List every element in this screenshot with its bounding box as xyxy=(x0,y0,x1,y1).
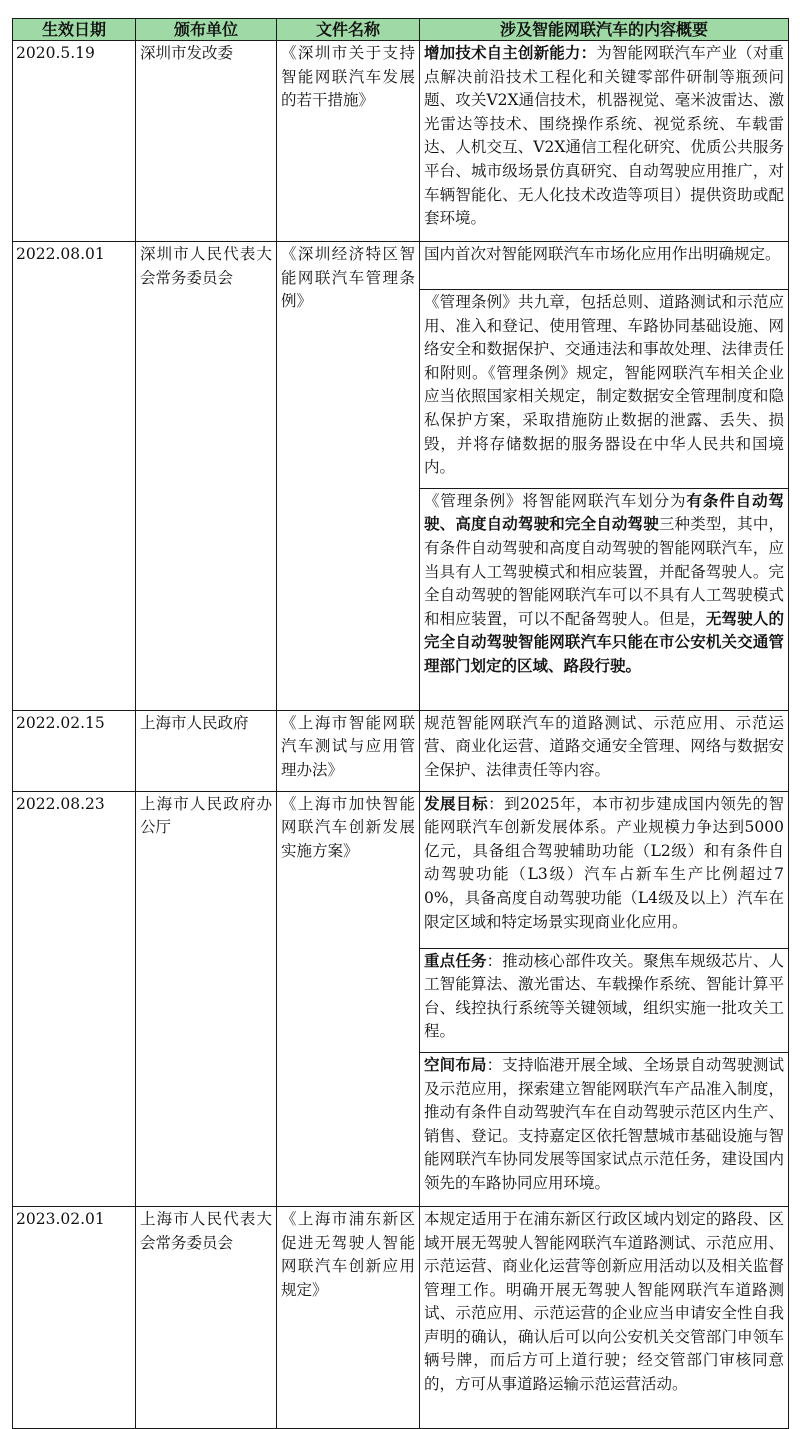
header-row xyxy=(13,19,789,41)
content-bold-lead: 空间布局 xyxy=(424,1055,487,1074)
table-row xyxy=(13,1206,789,1428)
content-text: 《管理条例》将智能网联汽车划分为 xyxy=(424,491,687,510)
policy-table xyxy=(12,18,789,1429)
content-text: ：推动核心部件攻关。聚焦车规级芯片、人工智能算法、激光雷达、车载操作系统、智能计算平台、线控执行系统等关键领域，组织实施一批攻关工程。 xyxy=(424,951,784,1041)
content-text: ：到2025年，本市初步建成国内领先的智能网联汽车创新发展体系。产业规模力争达到5000亿元，具备组合驾驶辅助功能（L2级）和有条件自动驾驶功能（L3级）汽车占新车生产比例超过70%，具备高度自动驾驶功能（L4级及以上）汽车在限定区域和特定场景实现商业化应用。 xyxy=(424,794,784,931)
content-cell xyxy=(420,41,789,242)
document-cell: 《上海市加快智能网联汽车创新发展实施方案》 xyxy=(277,791,420,1206)
content-cell xyxy=(420,791,789,948)
date-cell: 2020.5.19 xyxy=(13,41,136,242)
document-cell: 《上海市浦东新区促进无驾驶人智能网联汽车创新应用规定》 xyxy=(277,1206,420,1428)
table-row xyxy=(13,710,789,791)
issuer-cell: 深圳市发改委 xyxy=(136,41,277,242)
table-row xyxy=(13,791,789,948)
issuer-cell: 上海市人民政府 xyxy=(136,710,277,791)
content-text: 三种类型，其中，有条件自动驾驶和高度自动驾驶的智能网联汽车，应当具有人工驾驶模式和相应装置，并配备驾驶人。完全自动驾驶的智能网联汽车可以不具有人工驾驶模式和相应装置，可以不配备驾驶人。但是， xyxy=(424,515,784,628)
content-cell xyxy=(420,488,789,710)
date-cell: 2022.02.15 xyxy=(13,710,136,791)
table-header xyxy=(13,19,789,41)
header-content-summary: 涉及智能网联汽车的内容概要 xyxy=(420,19,789,41)
document-cell: 《深圳市关于支持智能网联汽车发展的若干措施》 xyxy=(277,41,420,242)
header-document-name: 文件名称 xyxy=(277,19,420,41)
content-cell xyxy=(420,1206,789,1428)
content-cell xyxy=(420,1052,789,1206)
content-bold: 无驾驶人的完全自动驾驶智能网联汽车只能在市公安机关交通管理部门划定的区域、路段行驶。 xyxy=(424,609,784,675)
content-text: 本规定适用于在浦东新区行政区域内划定的路段、区域开展无驾驶人智能网联汽车道路测试、示范应用、示范运营、商业化运营等创新应用活动以及相关监督管理工作。明确开展无驾驶人智能网联汽车道路测试、示范应用、示范运营的企业应当申请安全性自我声明的确认，确认后可以向公安机关交管部门申领车辆号牌，而后方可上道行驶；经交管部门审核同意的，方可从事道路运输示范运营活动。 xyxy=(424,1209,784,1394)
content-cell xyxy=(420,242,789,290)
content-text: 规范智能网联汽车的道路测试、示范应用、示范运营、商业化运营、道路交通安全管理、网络与数据安全保护、法律责任等内容。 xyxy=(424,713,784,779)
content-bold: 有条件自动驾驶、高度自动驾驶和完全自动驾驶 xyxy=(424,491,784,534)
header-issuer: 颁布单位 xyxy=(136,19,277,41)
content-cell xyxy=(420,948,789,1052)
issuer-cell: 深圳市人民代表大会常务委员会 xyxy=(136,242,277,711)
date-cell: 2022.08.23 xyxy=(13,791,136,1206)
content-text: ：支持临港开展全域、全场景自动驾驶测试及示范应用，探索建立智能网联汽车产品准入制度，推动有条件自动驾驶汽车在自动驾驶示范区内生产、销售、登记。支持嘉定区依托智慧城市基础设施与智能网联汽车协同发展等国家试点示范任务，建设国内领先的车路协同应用环境。 xyxy=(424,1055,784,1192)
policy-table-wrapper xyxy=(12,18,788,1429)
content-cell xyxy=(420,710,789,791)
content-text: 为智能网联汽车产业（对重点解决前沿技术工程化和关键零部件研制等瓶颈问题、攻关V2X通信技术，机器视觉、毫米波雷达、激光雷达等技术、围绕操作系统、视觉系统、车载雷达、人机交互、V2X通信工程化研究、优质公共服务平台、城市级场景仿真研究、自动驾驶应用推广，对车辆智能化、无人化技术改造等项目）提供资助或配套环境。 xyxy=(424,44,784,228)
content-cell xyxy=(420,290,789,489)
date-cell: 2022.08.01 xyxy=(13,242,136,711)
table-body xyxy=(13,41,789,1429)
header-effective-date: 生效日期 xyxy=(13,19,136,41)
issuer-cell: 上海市人民政府办公厅 xyxy=(136,791,277,1206)
content-bold-lead: 重点任务 xyxy=(424,951,487,970)
issuer-cell: 上海市人民代表大会常务委员会 xyxy=(136,1206,277,1428)
content-bold-lead: 发展目标 xyxy=(424,794,489,813)
content-bold-lead: 增加技术自主创新能力： xyxy=(424,44,597,62)
content-text: 《管理条例》共九章，包括总则、道路测试和示范应用、准入和登记、使用管理、车路协同基础设施、网络安全和数据保护、交通违法和事故处理、法律责任和附则。《管理条例》规定，智能网联汽车相关企业应当依照国家相关规定，制定数据安全管理制度和隐私保护方案，采取措施防止数据的泄露、丢失、损毁，并将存储数据的服务器设在中华人民共和国境内。 xyxy=(424,293,784,477)
date-cell: 2023.02.01 xyxy=(13,1206,136,1428)
document-cell: 《深圳经济特区智能网联汽车管理条例》 xyxy=(277,242,420,711)
content-text: 国内首次对智能网联汽车市场化应用作出明确规定。 xyxy=(424,245,781,263)
document-cell: 《上海市智能网联汽车测试与应用管理办法》 xyxy=(277,710,420,791)
table-row xyxy=(13,242,789,290)
table-row xyxy=(13,41,789,242)
